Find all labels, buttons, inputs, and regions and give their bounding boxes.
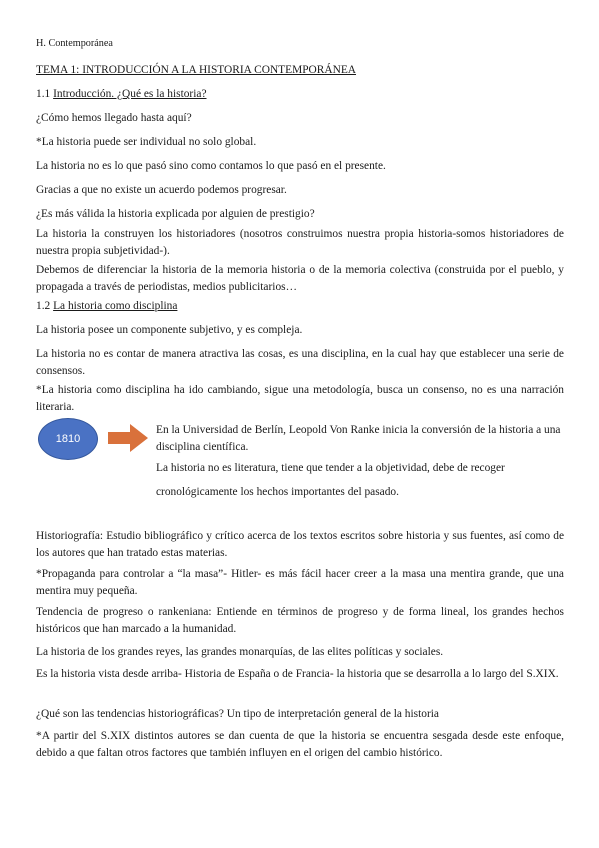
- diagram-text: cronológicamente los hechos importantes del pasado.: [156, 486, 399, 498]
- paragraph: Es la historia vista desde arriba- Historia de España o de Francia- la historia que se desarrolla a lo largo del S.XIX.: [36, 668, 559, 680]
- paragraph: ¿Qué son las tendencias historiográficas? Un tipo de interpretación general de la historia: [36, 708, 439, 720]
- section-heading-1: [36, 86, 564, 103]
- paragraph: La historia no es lo que pasó sino como contamos lo que pasó en el presente.: [36, 160, 386, 172]
- year-label: 1810: [55, 433, 81, 445]
- paragraph: ¿Es más válida la historia explicada por alguien de prestigio?: [36, 208, 315, 220]
- section-title: La historia como disciplina: [53, 300, 178, 312]
- paragraph: La historia la construyen los historiadores (nosotros construimos nuestra propia historia-somos historiadores de nuestra propia subjetividad-).: [36, 228, 564, 257]
- paragraph: *Propaganda para controlar a “la masa”- Hitler- es más fácil hacer creer a la masa una mentira grande, que una mentira muy pequeña.: [36, 568, 564, 597]
- paragraph: La historia no es contar de manera atractiva las cosas, es una disciplina, en la cual hay que establecer una serie de consensos.: [36, 348, 564, 377]
- paragraph: ¿Cómo hemos llegado hasta aquí?: [36, 112, 192, 124]
- paragraph: La historia de los grandes reyes, las grandes monarquías, de las elites políticas y sociales.: [36, 646, 444, 658]
- paragraph: La historia posee un componente subjetivo, y es compleja.: [36, 324, 303, 336]
- paragraph: Debemos de diferenciar la historia de la memoria historia o de la memoria colectiva (construida por el pueblo, y propagada a través de periodistas, medios publicitarios…: [36, 264, 564, 293]
- section-number: 1.2: [36, 300, 54, 312]
- diagram-text: La historia no es literatura, tiene que tender a la objetividad, debe de recoger: [156, 462, 505, 474]
- paragraph: Tendencia de progreso o rankeniana: Entiende en términos de progreso y de forma lineal, los grandes hechos históricos que han marcado a la humanidad.: [36, 606, 564, 635]
- paragraph: *La historia como disciplina ha ido cambiando, sigue una metodología, busca un consenso, no es una narración literaria.: [36, 384, 564, 413]
- paragraph: *A partir del S.XIX distintos autores se dan cuenta de que la historia se encuentra sesgada desde este enfoque, debido a que faltan otros factores que también influyen en el origen del cambio histórico.: [36, 730, 564, 759]
- paragraph: *La historia puede ser individual no solo global.: [36, 136, 257, 148]
- year-circle: [38, 418, 98, 460]
- right-arrow-icon: [108, 424, 148, 452]
- document-header: H. Contemporánea: [36, 38, 113, 49]
- section-heading-2: [36, 298, 564, 315]
- paragraph: Historiografía: Estudio bibliográfico y crítico acerca de los textos escritos sobre historia y sus fuentes, así como de los autores que han tratado estas materias.: [36, 530, 564, 559]
- section-title: Introducción. ¿Qué es la historia?: [53, 88, 207, 100]
- section-number: 1.1: [36, 88, 54, 100]
- paragraph: Gracias a que no existe un acuerdo podemos progresar.: [36, 184, 287, 196]
- diagram-text: En la Universidad de Berlín, Leopold Von Ranke inicia la conversión de la historia a una disciplina científica.: [156, 424, 561, 453]
- page-title: TEMA 1: INTRODUCCIÓN A LA HISTORIA CONTEMPORÁNEA: [36, 64, 357, 76]
